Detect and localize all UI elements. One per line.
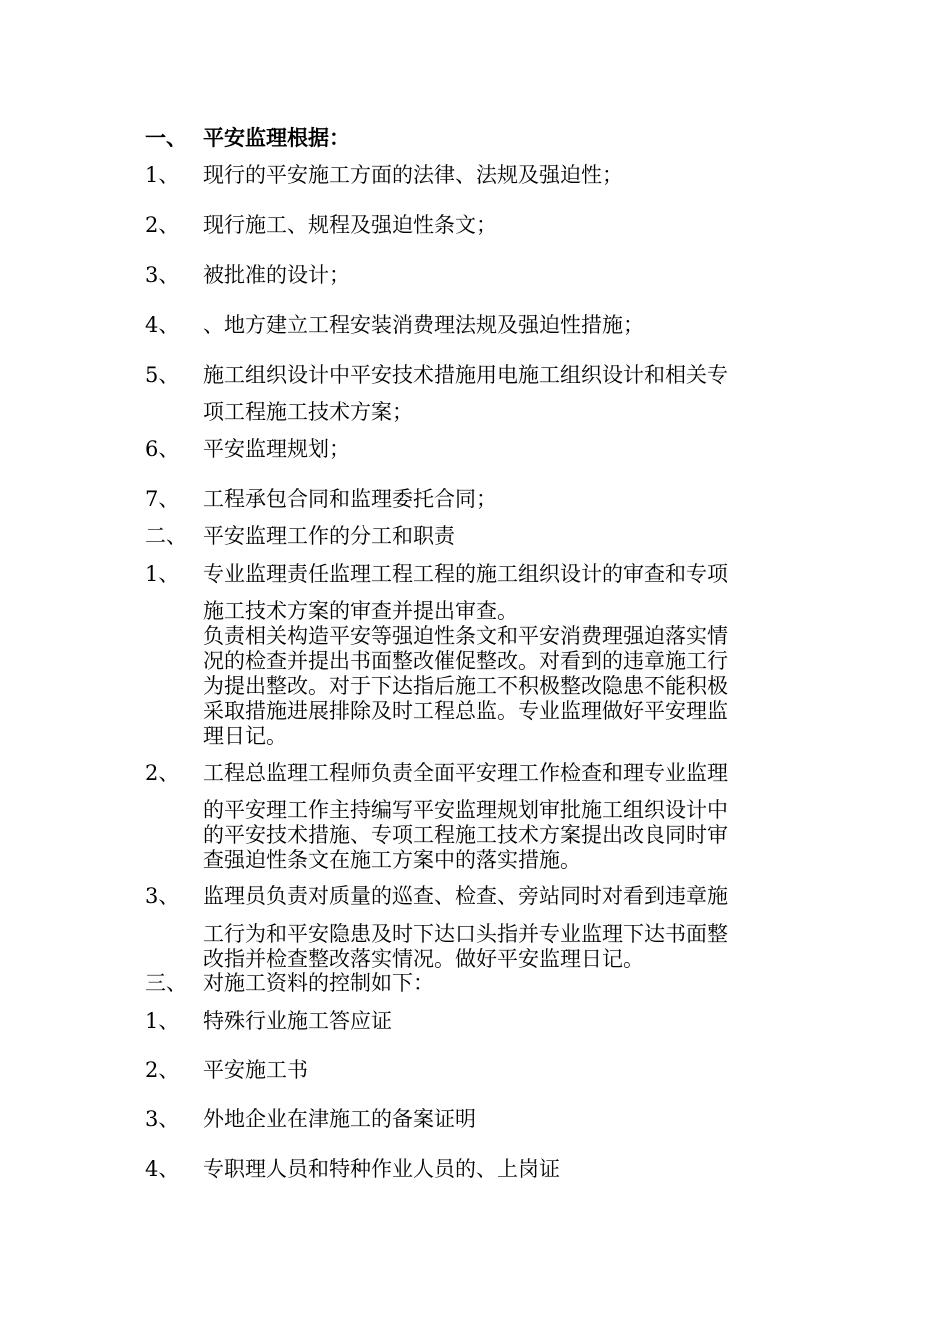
item-number: 4、	[145, 313, 180, 337]
section-number: 三、	[145, 971, 187, 995]
item-continuation: 负责相关构造平安等强迫性条文和平安消费理强迫落实情	[203, 624, 728, 648]
item-continuation: 理日记。	[203, 724, 287, 748]
item-text: 现行的平安施工方面的法律、法规及强迫性；	[203, 163, 623, 187]
item-number: 2、	[145, 1058, 180, 1082]
item-number: 2、	[145, 761, 180, 785]
item-number: 1、	[145, 562, 180, 586]
item-text: 平安监理规划；	[203, 437, 350, 461]
item-continuation: 为提出整改。对于下达指后施工不积极整改隐患不能积极	[203, 674, 728, 698]
item-text: 工程承包合同和监理委托合同；	[203, 487, 497, 511]
item-continuation: 改指并检查整改落实情况。做好平安监理日记。	[203, 947, 644, 971]
item-text: 特殊行业施工答应证	[203, 1009, 392, 1033]
item-continuation: 况的检查并提出书面整改催促整改。对看到的违章施工行	[203, 649, 728, 673]
item-text: 工程总监理工程师负责全面平安理工作检查和理专业监理	[203, 761, 728, 785]
item-text: 外地企业在津施工的备案证明	[203, 1107, 476, 1131]
item-continuation: 查强迫性条文在施工方案中的落实措施。	[203, 848, 581, 872]
item-continuation: 项工程施工技术方案；	[203, 400, 413, 424]
item-text: 、地方建立工程安装消费理法规及强迫性措施；	[203, 313, 644, 337]
item-number: 1、	[145, 163, 180, 187]
section-title: 平安监理工作的分工和职责	[203, 524, 455, 548]
item-text: 监理员负责对质量的巡查、检查、旁站同时对看到违章施	[203, 884, 728, 908]
item-number: 2、	[145, 213, 180, 237]
item-continuation: 的平安技术措施、专项工程施工技术方案提出改良同时审	[203, 823, 728, 847]
item-number: 3、	[145, 1107, 180, 1131]
item-text: 平安施工书	[203, 1058, 308, 1082]
section-title: 对施工资料的控制如下：	[203, 971, 434, 995]
section-number: 二、	[145, 524, 187, 548]
item-continuation: 工行为和平安隐患及时下达口头指并专业监理下达书面整	[203, 922, 728, 946]
item-number: 3、	[145, 884, 180, 908]
item-number: 5、	[145, 363, 180, 387]
item-text: 被批准的设计；	[203, 263, 350, 287]
item-number: 3、	[145, 263, 180, 287]
section-number: 一、	[145, 125, 187, 150]
item-number: 6、	[145, 437, 180, 461]
item-continuation: 采取措施进展排除及时工程总监。专业监理做好平安理监	[203, 699, 728, 723]
item-text: 施工组织设计中平安技术措施用电施工组织设计和相关专	[203, 363, 728, 387]
item-number: 4、	[145, 1157, 180, 1181]
item-number: 7、	[145, 487, 180, 511]
item-text: 专业监理责任监理工程工程的施工组织设计的审查和专项	[203, 562, 728, 586]
item-number: 1、	[145, 1009, 180, 1033]
item-text: 专职理人员和特种作业人员的、上岗证	[203, 1157, 560, 1181]
item-continuation: 的平安理工作主持编写平安监理规划审批施工组织设计中	[203, 798, 728, 822]
item-text: 现行施工、规程及强迫性条文；	[203, 213, 497, 237]
section-title: 平安监理根据：	[203, 125, 350, 150]
item-continuation: 施工技术方案的审查并提出审查。	[203, 599, 518, 623]
